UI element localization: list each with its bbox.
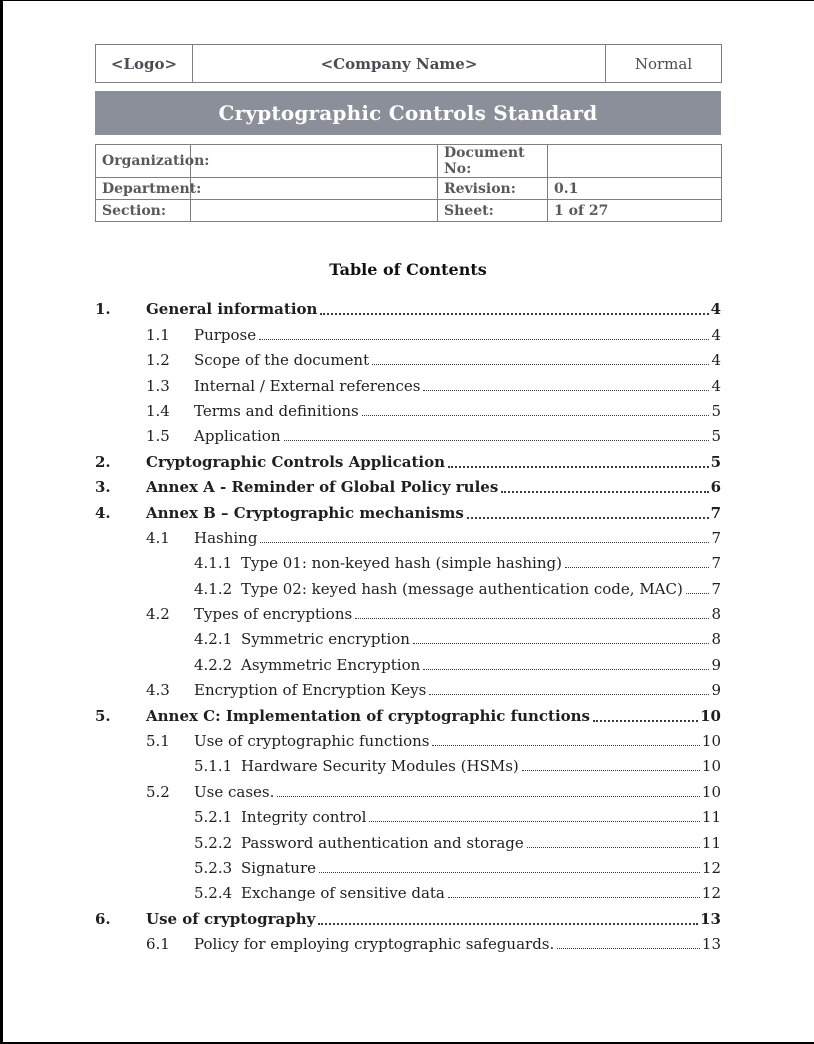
toc-entry-number: 5.2 (146, 782, 170, 801)
title-banner (95, 91, 721, 135)
toc-entry-page: 7 (711, 579, 721, 598)
section-label: Section: (96, 200, 191, 222)
toc-entry[interactable] (95, 852, 721, 877)
toc-entry-page: 5 (711, 427, 721, 446)
toc-entry-page: 9 (711, 681, 721, 700)
meta-row (96, 178, 722, 200)
toc-entry-title: Cryptographic Controls Application (146, 452, 445, 471)
toc-entry-title: Policy for employing cryptographic safeguards. (194, 935, 555, 954)
toc-entry-number: 1. (95, 300, 111, 319)
toc-entry-page: 5 (711, 401, 721, 420)
toc-entry-title: Type 01: non-keyed hash (simple hashing) (241, 554, 562, 573)
toc-leader-dots (413, 643, 710, 644)
section-value (191, 200, 438, 222)
toc-entry-page: 9 (711, 655, 721, 674)
toc-leader-dots (686, 593, 710, 594)
toc-entry-page: 13 (701, 935, 721, 954)
toc-entry-number: 1.2 (146, 351, 170, 370)
toc-entry-title: Application (194, 427, 281, 446)
toc-entry-title: Asymmetric Encryption (241, 655, 421, 674)
toc-entry-page: 13 (700, 909, 721, 928)
meta-table (95, 144, 722, 222)
toc-entry-title: Annex A - Reminder of Global Policy rules (146, 478, 499, 497)
toc-entry-number: 5.1.1 (194, 757, 233, 776)
toc-entry-page: 7 (710, 503, 721, 522)
toc-entry[interactable] (95, 750, 721, 775)
toc-entry-number: 4.1.2 (194, 579, 233, 598)
toc-leader-dots (448, 466, 709, 468)
toc-entry[interactable] (95, 725, 721, 750)
toc-entry-number: 4.1 (146, 528, 170, 547)
toc-entry-number: 5.1 (146, 732, 170, 751)
toc-entry-title: Type 02: keyed hash (message authentication code, MAC) (241, 579, 683, 598)
toc-entry-title: Types of encryptions (194, 605, 353, 624)
document-no-value (548, 145, 722, 178)
toc-leader-dots (557, 948, 700, 949)
toc-entry-number: 4. (95, 503, 111, 522)
toc-entry-number: 5.2.4 (194, 884, 233, 903)
organization-label: Organization: (96, 145, 191, 178)
toc-entry-title: Purpose (194, 325, 257, 344)
toc-leader-dots (448, 897, 700, 898)
toc-entry-number: 4.2 (146, 605, 170, 624)
toc-list (95, 293, 721, 953)
toc-entry[interactable] (95, 471, 721, 496)
toc-entry[interactable] (95, 648, 721, 673)
sheet-label: Sheet: (438, 200, 548, 222)
toc-leader-dots (522, 770, 700, 771)
toc-entry-number: 6. (95, 909, 111, 928)
toc-entry-page: 10 (701, 732, 721, 751)
toc-entry-page: 8 (711, 630, 721, 649)
department-label: Department: (96, 178, 191, 200)
toc-entry-page: 8 (711, 605, 721, 624)
toc-entry[interactable] (95, 699, 721, 724)
toc-entry[interactable] (95, 522, 721, 547)
toc-entry-number: 4.2.1 (194, 630, 233, 649)
toc-entry[interactable] (95, 572, 721, 597)
toc-leader-dots (355, 618, 709, 619)
toc-entry[interactable] (95, 395, 721, 420)
toc-entry-title: Hardware Security Modules (HSMs) (241, 757, 519, 776)
toc-entry[interactable] (95, 420, 721, 445)
toc-entry-page: 12 (701, 858, 721, 877)
toc-entry-title: Symmetric encryption (241, 630, 410, 649)
toc-entry-title: Annex B – Cryptographic mechanisms (146, 503, 464, 522)
toc-entry[interactable] (95, 369, 721, 394)
toc-entry[interactable] (95, 801, 721, 826)
toc-entry-title: Exchange of sensitive data (241, 884, 445, 903)
toc-entry-page: 7 (711, 528, 721, 547)
toc-leader-dots (423, 390, 709, 391)
toc-entry-number: 5.2.2 (194, 833, 233, 852)
toc-leader-dots (284, 440, 710, 441)
toc-leader-dots (501, 491, 708, 493)
toc-entry[interactable] (95, 344, 721, 369)
toc-entry-number: 2. (95, 452, 111, 471)
toc-entry-title: Internal / External references (194, 376, 421, 395)
toc-entry-page: 4 (710, 300, 721, 319)
toc-entry[interactable] (95, 496, 721, 521)
toc-leader-dots (429, 694, 709, 695)
toc-entry-page: 5 (710, 452, 721, 471)
revision-value: 0.1 (548, 178, 722, 200)
toc-entry-number: 5. (95, 706, 111, 725)
toc-leader-dots (318, 923, 698, 925)
toc-entry-number: 1.4 (146, 401, 170, 420)
toc-entry-title: Password authentication and storage (241, 833, 524, 852)
header-table (95, 44, 722, 83)
toc-entry[interactable] (95, 928, 721, 953)
toc-entry-number: 1.3 (146, 376, 170, 395)
toc-entry-number: 4.3 (146, 681, 170, 700)
toc-entry-title: General information (146, 300, 318, 319)
toc-leader-dots (372, 364, 709, 365)
toc-entry-page: 12 (701, 884, 721, 903)
toc-entry-page: 6 (710, 478, 721, 497)
toc-entry[interactable] (95, 623, 721, 648)
toc-entry[interactable] (95, 445, 721, 470)
toc-entry[interactable] (95, 877, 721, 902)
toc-entry-title: Use cases. (194, 782, 275, 801)
toc-entry[interactable] (95, 318, 721, 343)
toc-leader-dots (362, 415, 710, 416)
document-title: Cryptographic Controls Standard (218, 101, 598, 125)
toc-leader-dots (320, 313, 708, 315)
toc-entry-title: Use of cryptographic functions (194, 732, 430, 751)
toc-entry-page: 10 (701, 782, 721, 801)
toc-entry-title: Signature (241, 858, 317, 877)
toc-entry-page: 11 (701, 808, 721, 827)
toc-entry-page: 10 (700, 706, 721, 725)
toc-entry[interactable] (95, 674, 721, 699)
meta-row (96, 145, 722, 178)
toc-entry[interactable] (95, 598, 721, 623)
toc-entry-number: 4.1.1 (194, 554, 233, 573)
logo-placeholder: <Logo> (96, 45, 193, 83)
toc-leader-dots (423, 669, 709, 670)
toc-entry-page: 10 (701, 757, 721, 776)
toc-entry-number: 6.1 (146, 935, 170, 954)
toc-entry[interactable] (95, 775, 721, 800)
toc-leader-dots (277, 796, 700, 797)
toc-entry-page: 4 (711, 376, 721, 395)
toc-leader-dots (467, 517, 709, 519)
sheet-value: 1 of 27 (548, 200, 722, 222)
toc-leader-dots (259, 339, 709, 340)
toc-entry-title: Hashing (194, 528, 258, 547)
toc-entry-title: Scope of the document (194, 351, 370, 370)
toc-entry-number: 1.1 (146, 325, 170, 344)
toc-entry-page: 4 (711, 325, 721, 344)
toc-entry-number: 4.2.2 (194, 655, 233, 674)
toc-entry[interactable] (95, 293, 721, 318)
company-name: <Company Name> (193, 45, 606, 83)
department-value (191, 178, 438, 200)
toc-entry-page: 4 (711, 351, 721, 370)
toc-entry-number: 5.2.1 (194, 808, 233, 827)
document-no-label: Document No: (438, 145, 548, 178)
toc-leader-dots (260, 542, 709, 543)
page-content (95, 44, 721, 953)
toc-entry-number: 1.5 (146, 427, 170, 446)
toc-leader-dots (369, 821, 699, 822)
toc-leader-dots (593, 720, 698, 722)
toc-leader-dots (527, 847, 700, 848)
toc-entry-title: Encryption of Encryption Keys (194, 681, 427, 700)
toc-entry-title: Use of cryptography (146, 909, 316, 928)
toc-leader-dots (565, 567, 709, 568)
toc-heading: Table of Contents (329, 260, 487, 279)
toc-entry[interactable] (95, 826, 721, 851)
toc-leader-dots (319, 872, 700, 873)
toc-entry[interactable] (95, 902, 721, 927)
meta-row (96, 200, 722, 222)
toc-entry-number: 5.2.3 (194, 858, 233, 877)
status-label: Normal (606, 45, 722, 83)
toc-entry-title: Terms and definitions (194, 401, 359, 420)
toc-entry-title: Integrity control (241, 808, 367, 827)
revision-label: Revision: (438, 178, 548, 200)
organization-value (191, 145, 438, 178)
toc-entry-title: Annex C: Implementation of cryptographic functions (146, 706, 590, 725)
toc-entry-number: 3. (95, 478, 111, 497)
toc-entry-page: 7 (711, 554, 721, 573)
toc-entry-page: 11 (701, 833, 721, 852)
toc-entry[interactable] (95, 547, 721, 572)
toc-leader-dots (432, 745, 699, 746)
